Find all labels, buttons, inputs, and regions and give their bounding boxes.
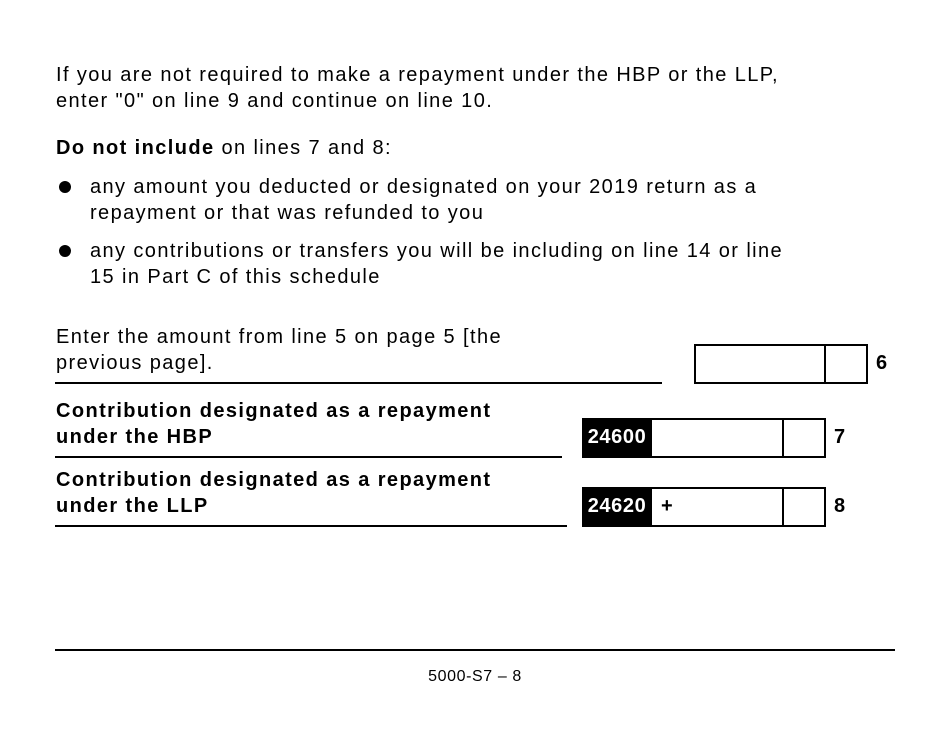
line-code-24620: 24620 [582, 487, 652, 527]
row-7-label-line-2: under the HBP [56, 426, 214, 448]
row-6-label-line-2: previous page]. [56, 352, 214, 374]
bullet-1-line-2: repayment or that was refunded to you [90, 202, 485, 224]
line-7-amount-field[interactable] [650, 418, 826, 458]
line-8-plus-sign: + [661, 495, 673, 517]
line-7-cents-divider [782, 420, 784, 456]
intro-line-1: If you are not required to make a repayment under the HBP or the LLP, [56, 64, 779, 86]
row-6-underline [55, 382, 662, 384]
line-8-amount-field[interactable] [650, 487, 826, 527]
row-8-label-line-1: Contribution designated as a repayment [56, 469, 492, 491]
row-7-underline [55, 456, 562, 458]
page-footer: 5000-S7 – 8 [428, 668, 522, 685]
line-6-amount-field[interactable] [694, 344, 868, 384]
bullet-dot-1 [59, 181, 71, 193]
footer-rule [55, 649, 895, 651]
row-7-label-line-1: Contribution designated as a repayment [56, 400, 492, 422]
line-number-8: 8 [834, 495, 846, 517]
row-8-label-line-2: under the LLP [56, 495, 209, 517]
row-8-underline [55, 525, 567, 527]
line-6-cents-divider [824, 346, 826, 382]
line-code-24600: 24600 [582, 418, 652, 458]
bullet-2-line-2: 15 in Part C of this schedule [90, 266, 381, 288]
line-8-cents-divider [782, 489, 784, 525]
exclude-heading [56, 135, 392, 161]
bullet-dot-2 [59, 245, 71, 257]
intro-line-2: enter "0" on line 9 and continue on line 10. [56, 90, 494, 112]
line-number-7: 7 [834, 426, 846, 448]
row-6-label-line-1: Enter the amount from line 5 on page 5 [the [56, 326, 503, 348]
exclude-rest: on lines 7 and 8: [214, 137, 393, 159]
bullet-2-line-1: any contributions or transfers you will be including on line 14 or line [90, 240, 784, 262]
line-number-6: 6 [876, 352, 888, 374]
bullet-1-line-1: any amount you deducted or designated on your 2019 return as a [90, 176, 758, 198]
exclude-bold-label: Do not include [56, 137, 215, 159]
